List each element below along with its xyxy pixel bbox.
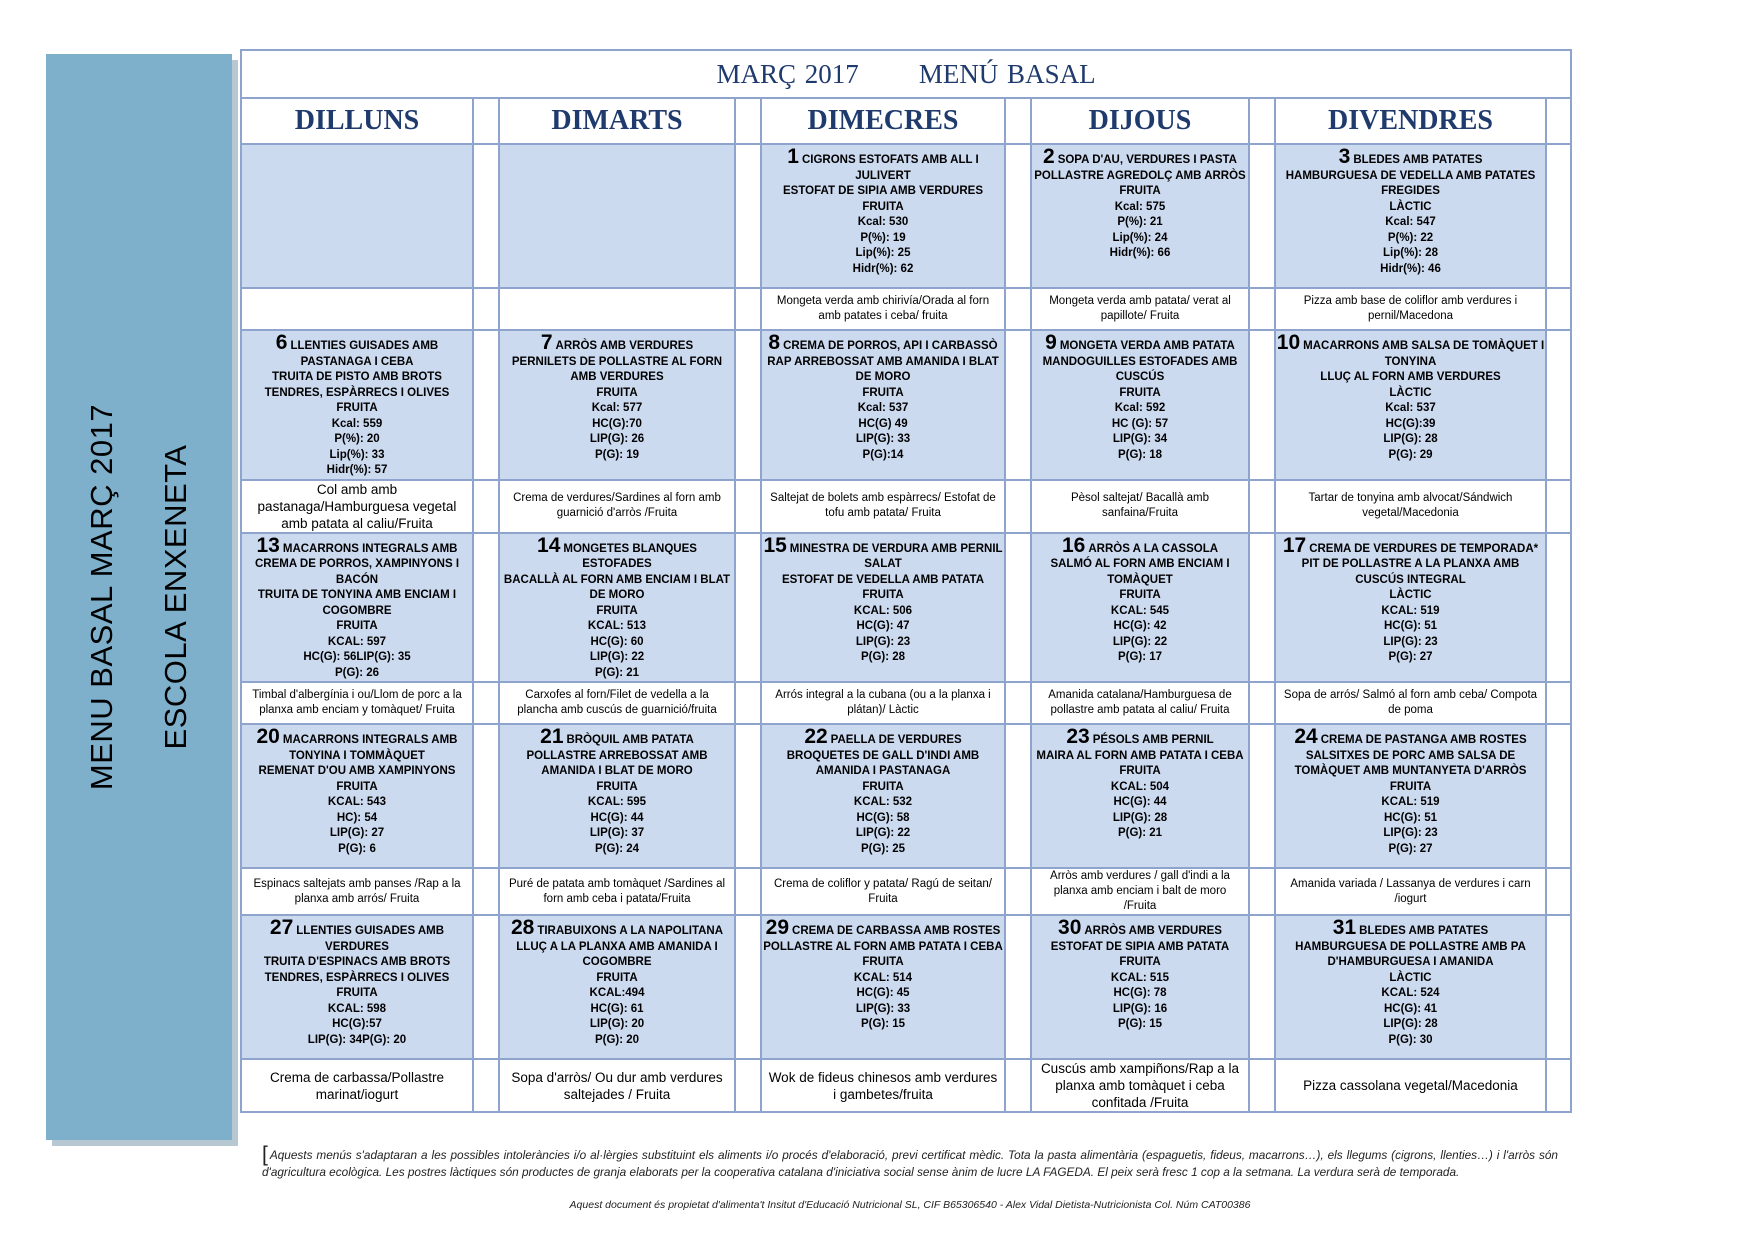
dish-first: ARRÒS AMB VERDURES	[555, 340, 694, 352]
day-cell	[1031, 533, 1249, 683]
menu-line: Kcal: 559	[331, 417, 383, 430]
footnote-text: Aquests menús s'adaptaran a les possibles intoleràncies i/o al·lèrgies substituint els aliments i/o procés d'elaboració, previ certificat mèdic. Tota la pasta alimentària (espaguetis, fideus, macarrons…), els llegums (cigrons, llenties…) i l'arròs són d'agricultura ecològica. Les postres làctiques són productes de granja elaborats per la cooperativa catalana d'iniciativa social sense ànim de lucre LA FAGEDA. El peix serà fresc 1 cop a la setmana. La verdura serà de temporada.	[262, 1148, 1558, 1179]
day-number: 28	[510, 916, 535, 939]
menu-line: Kcal: 575	[1114, 200, 1166, 213]
menu-line: LIP(G): 16	[1112, 1002, 1168, 1015]
menu-line: HC(G) 49	[858, 417, 908, 430]
menu-line: POLLASTRE ARREBOSSAT AMB AMANIDA I BLAT DE MORO	[526, 749, 708, 777]
day-cell	[1031, 915, 1249, 1059]
dish-first: ARRÒS A LA CASSOLA	[1088, 542, 1219, 555]
day-cell	[499, 330, 735, 480]
sidebar-title-line1: MENU BASAL MARÇ 2017	[84, 403, 119, 791]
day-cell-empty	[499, 144, 735, 288]
menu-line: LLUÇ A LA PLANXA AMB AMANIDA I COGOMBRE	[516, 940, 718, 968]
menu-line: HC(G): 58	[856, 811, 910, 824]
week-row	[241, 533, 1571, 683]
menu-line: FRUITA	[596, 386, 638, 399]
menu-line: P(G): 27	[1388, 842, 1433, 855]
menu-line: HC(G): 41	[1383, 1002, 1438, 1015]
menu-line: FRUITA	[1119, 956, 1161, 968]
menu-line: P(G): 27	[1388, 651, 1433, 663]
day-first-line	[1276, 533, 1545, 558]
menu-line: TRUITA D'ESPINACS AMB BROTS TENDRES, ESPÀRRECS I OLIVES	[263, 956, 451, 984]
day-first-line	[1032, 145, 1248, 169]
menu-line: TONYINA	[1384, 355, 1437, 368]
alternative-menu: Amanida catalana/Hamburguesa de pollastre amb patata al caliu/ Fruita	[1031, 682, 1249, 724]
day-number: 21	[540, 725, 564, 748]
menu-line: LIP(G): 22	[1112, 635, 1168, 648]
menu-line: P(G): 29	[1388, 448, 1433, 461]
menu-line: LIP(G): 23	[855, 635, 911, 648]
day-number: 3	[1338, 145, 1351, 168]
day-first-line	[1032, 533, 1248, 558]
day-cell	[1031, 330, 1249, 480]
dish-first: SOPA D'AU, VERDURES I PASTA	[1057, 154, 1237, 166]
menu-line: P(G): 17	[1117, 651, 1163, 663]
day-number: 8	[768, 331, 781, 354]
day-first-line	[500, 725, 734, 749]
menu-line: HC(G):57	[332, 1018, 382, 1030]
menu-line: KCAL: 545	[1110, 604, 1170, 617]
menu-line: HC(G): 78	[1113, 987, 1167, 999]
day-number: 29	[765, 916, 790, 939]
menu-line: TRUITA DE PISTO AMB BROTS TENDRES, ESPÀRRECS I OLIVES	[264, 371, 450, 399]
menu-line: POLLASTRE AGREDOLÇ AMB ARRÒS	[1034, 169, 1246, 182]
menu-line: P(G): 25	[860, 842, 906, 855]
menu-line: FRUITA	[1119, 185, 1161, 197]
menu-line: FRUITA	[336, 620, 378, 632]
menu-line: P(G): 21	[594, 666, 640, 679]
sidebar-title-line2: ESCOLA ENXENETA	[158, 444, 193, 750]
menu-line: FRUITA	[1119, 386, 1161, 399]
day-number: 16	[1061, 533, 1086, 557]
menu-line: Lip(%): 24	[1112, 231, 1168, 244]
menu-line: TRUITA DE TONYINA AMB ENCIAM I COGOMBRE	[257, 589, 457, 617]
menu-line: KCAL: 515	[1110, 971, 1170, 984]
menu-line: P(G): 18	[1117, 448, 1163, 461]
week-row	[241, 915, 1571, 1059]
dish-first: LLENTIES GUISADES AMB	[290, 340, 439, 352]
dish-first: MACARRONS INTEGRALS AMB	[282, 734, 458, 746]
day-first-line	[500, 916, 734, 940]
alternative-menu: Crema de carbassa/Pollastre marinat/iogurt	[241, 1059, 473, 1112]
menu-line: Lip(%): 25	[855, 247, 911, 259]
menu-line: LIP(G): 28	[1112, 811, 1168, 824]
menu-line: P(G): 20	[594, 1033, 640, 1046]
dish-first: BLEDES AMB PATATES	[1353, 154, 1483, 166]
menu-line: Hidr(%): 57	[326, 464, 388, 476]
menu-line: ESTOFADES	[582, 558, 652, 570]
menu-line: LIP(G): 28	[1383, 1018, 1438, 1030]
dish-first: CREMA DE CARBASSA AMB ROSTES	[792, 925, 1001, 937]
day-first-line	[1276, 331, 1545, 355]
menu-line: LÀCTIC	[1389, 386, 1432, 399]
menu-line: SALSITXES DE PORC AMB SALSA DE TOMÀQUET AMB MUNTANYETA D'ARRÒS	[1294, 749, 1527, 777]
day-number: 15	[763, 533, 787, 557]
menu-line: KCAL:494	[589, 987, 645, 999]
alternative-menu: Crema de coliflor y patata/ Ragú de seitan/ Fruita	[761, 868, 1005, 915]
day-cell	[1031, 144, 1249, 288]
day-number: 1	[787, 145, 799, 168]
alternative-row	[241, 1059, 1571, 1112]
menu-line: KCAL: 595	[587, 796, 647, 808]
day-first-line	[500, 533, 734, 558]
menu-line: LIP(G): 34	[1112, 433, 1168, 445]
menu-line: FRUITA	[862, 200, 904, 213]
menu-line: HC(G): 56LIP(G): 35	[303, 651, 411, 663]
day-number: 27	[269, 916, 294, 939]
menu-line: Hidr(%): 46	[1380, 262, 1441, 275]
menu-line: P(G): 24	[594, 842, 640, 855]
day-cell	[499, 724, 735, 868]
page-title	[241, 50, 1571, 98]
menu-line: KCAL: 597	[327, 635, 387, 648]
menu-line: BACALLÀ AL FORN AMB ENCIAM I BLAT DE MORO	[503, 573, 731, 601]
day-number: 31	[1332, 916, 1357, 939]
day-first-line	[1032, 916, 1248, 940]
menu-line: FRUITA	[596, 971, 638, 984]
menu-line: FRUITA	[862, 589, 904, 601]
alternative-menu	[241, 288, 473, 330]
week-row	[241, 724, 1571, 868]
day-cell	[1275, 533, 1546, 683]
day-cell	[241, 330, 473, 480]
menu-line: MANDOGUILLES ESTOFADES AMB CUSCÚS	[1042, 355, 1238, 383]
menu-line: P(G): 28	[860, 651, 906, 663]
menu-line: KCAL: 519	[1381, 604, 1440, 617]
menu-line: P(%): 22	[1387, 231, 1434, 244]
day-first-line	[1032, 331, 1248, 355]
day-first-line	[762, 533, 1004, 558]
alternative-menu: Cuscús amb xampiñons/Rap a la planxa amb tomàquet i ceba confitada /Fruita	[1031, 1059, 1249, 1112]
menu-line: LIP(G): 37	[589, 827, 645, 839]
menu-line: LIP(G): 20	[589, 1018, 645, 1030]
day-number: 23	[1066, 725, 1090, 748]
menu-line: P(G):14	[862, 448, 904, 461]
day-header-tue: DIMARTS	[499, 98, 735, 144]
menu-line: HAMBURGUESA DE VEDELLA AMB PATATES	[1285, 169, 1536, 182]
menu-line: FRUITA	[596, 604, 638, 617]
dish-first: BLEDES AMB PATATES	[1359, 925, 1489, 937]
day-number: 9	[1045, 331, 1057, 354]
day-first-line	[762, 916, 1004, 940]
day-cell	[499, 533, 735, 683]
day-number: 13	[256, 533, 280, 557]
day-first-line	[762, 145, 1004, 169]
menu-line: PERNILETS DE POLLASTRE AL FORN AMB VERDURES	[511, 355, 723, 383]
menu-line: FRUITA	[596, 780, 638, 793]
menu-line: P(%): 20	[334, 433, 380, 445]
day-cell	[1275, 144, 1546, 288]
dish-first: MONGETA VERDA AMB PATATA	[1059, 340, 1235, 352]
alternative-menu: Arrós integral a la cubana (ou a la planxa i plátan)/ Làctic	[761, 682, 1005, 724]
menu-line: P(G): 21	[1117, 827, 1163, 839]
day-number: 24	[1294, 725, 1318, 748]
dish-first: CIGRONS ESTOFATS AMB ALL I	[801, 154, 979, 166]
day-cell	[241, 533, 473, 683]
day-number: 20	[256, 725, 280, 748]
menu-line: FRUITA	[1119, 765, 1161, 777]
menu-line: Kcal: 547	[1385, 216, 1436, 228]
menu-line: FRUITA	[336, 780, 378, 793]
menu-line: RAP ARREBOSSAT AMB AMANIDA I BLAT DE MORO	[767, 355, 999, 383]
day-cell-empty	[241, 144, 473, 288]
menu-line: CREMA DE PORROS, XAMPINYONS I BACÓN	[254, 558, 460, 586]
menu-line: KCAL: 514	[853, 971, 913, 984]
menu-line: HAMBURGUESA DE POLLASTRE AMB PA D'HAMBURGUESA I AMANIDA	[1295, 940, 1526, 968]
menu-table	[240, 49, 1572, 1113]
menu-line: TONYINA I TOMMÀQUET	[289, 749, 425, 762]
alternative-menu: Col amb amb pastanaga/Hamburguesa vegetal amb patata al caliu/Fruita	[241, 480, 473, 533]
alternative-menu: Puré de patata amb tomàquet /Sardines al forn amb ceba i patata/Fruita	[499, 868, 735, 915]
day-first-line	[1276, 725, 1545, 749]
menu-line: LIP(G): 23	[1383, 827, 1438, 839]
menu-line: ESTOFAT DE SIPIA AMB VERDURES	[783, 185, 983, 197]
ownership-note: Aquest document és propietat d'alimenta't Insitut d'Educació Nutricional SL, CIF B65306540 - Alex Vidal Dietista-Nutricionista Col. Núm CAT00386	[569, 1199, 1251, 1211]
day-number: 14	[537, 533, 561, 557]
menu-line: FRUITA	[1389, 780, 1432, 793]
menu-line: KCAL: 506	[853, 604, 913, 617]
alternative-menu: Carxofes al forn/Filet de vedella a la plancha amb cuscús de guarnició/fruita	[499, 682, 735, 724]
day-cell	[761, 533, 1005, 683]
menu-line: Lip(%): 28	[1383, 247, 1438, 259]
menu-line: FRUITA	[1119, 589, 1161, 601]
day-first-line	[242, 331, 472, 355]
alternative-row	[241, 288, 1571, 330]
menu-line: VERDURES	[325, 940, 389, 953]
sidebar-banner	[46, 54, 232, 1140]
day-number: 6	[275, 331, 288, 354]
day-cell	[1275, 724, 1546, 868]
menu-line: POLLASTRE AL FORN AMB PATATA I CEBA	[763, 940, 1003, 953]
menu-line: KCAL: 513	[587, 620, 647, 632]
menu-line: KCAL: 524	[1381, 987, 1440, 999]
menu-line: Hidr(%): 66	[1109, 247, 1171, 259]
menu-line: LIP(G): 33	[855, 433, 911, 445]
dish-first: CREMA DE VERDURES DE TEMPORADA*	[1309, 542, 1539, 555]
alternative-menu: Sopa d'arròs/ Ou dur amb verdures saltejades / Fruita	[499, 1059, 735, 1112]
alternative-menu: Tartar de tonyina amb alvocat/Sándwich vegetal/Macedonia	[1275, 480, 1546, 533]
alternative-menu: Pizza cassolana vegetal/Macedonia	[1275, 1059, 1546, 1112]
day-cell	[241, 915, 473, 1059]
dish-first: MINESTRA DE VERDURA AMB PERNIL	[789, 542, 1003, 555]
day-cell	[761, 724, 1005, 868]
menu-line: HC(G): 47	[856, 620, 910, 632]
menu-line: P(G): 15	[1117, 1018, 1163, 1030]
menu-line: LIP(G): 23	[1383, 635, 1438, 648]
dish-first: CREMA DE PORROS, API I CARBASSÒ	[783, 340, 998, 352]
alternative-menu: Mongeta verda amb patata/ verat al papillote/ Fruita	[1031, 288, 1249, 330]
menu-line: Kcal: 530	[857, 216, 909, 228]
alternative-menu: Wok de fideus chinesos amb verdures i gambetes/fruita	[761, 1059, 1005, 1112]
alternative-menu: Espinacs saltejats amb panses /Rap a la planxa amb arrós/ Fruita	[241, 868, 473, 915]
menu-line: FREGIDES	[1381, 185, 1440, 197]
menu-line: P(G): 6	[338, 842, 376, 855]
menu-line: LIP(G): 28	[1383, 433, 1438, 445]
menu-line: FRUITA	[862, 956, 904, 968]
menu-line: LIP(G): 34P(G): 20	[307, 1033, 407, 1046]
menu-line: LIP(G): 22	[855, 827, 911, 839]
day-cell	[1275, 915, 1546, 1059]
menu-line: LIP(G): 27	[329, 827, 385, 839]
menu-line: KCAL: 598	[327, 1002, 387, 1015]
title-row	[241, 50, 1571, 98]
menu-line: ESTOFAT DE SIPIA AMB PATATA	[1050, 940, 1230, 953]
alternative-menu: Timbal d'albergínia i ou/Llom de porc a la planxa amb enciam y tomàquet/ Fruita	[241, 682, 473, 724]
menu-line: HC(G): 44	[1113, 796, 1167, 808]
day-number: 7	[540, 331, 553, 354]
menu-line: ESTOFAT DE VEDELLA AMB PATATA	[781, 573, 985, 586]
day-first-line	[762, 331, 1004, 355]
day-first-line	[242, 916, 472, 940]
day-first-line	[242, 533, 472, 558]
menu-line: BROQUETES DE GALL D'INDI AMB AMANIDA I PASTANAGA	[786, 749, 980, 777]
menu-line: HC(G): 42	[1113, 620, 1167, 632]
alternative-menu: Amanida variada / Lassanya de verdures i carn /iogurt	[1275, 868, 1546, 915]
day-number: 22	[804, 725, 828, 748]
menu-line: Kcal: 537	[857, 402, 909, 414]
dish-first: ARRÒS AMB VERDURES	[1084, 925, 1222, 937]
dish-first: MONGETES BLANQUES	[563, 542, 697, 555]
menu-line: P(G): 26	[334, 666, 380, 679]
menu-line: SALAT	[864, 558, 902, 570]
menu-line: KCAL: 504	[1110, 780, 1170, 793]
day-first-line	[500, 331, 734, 355]
alternative-row	[241, 682, 1571, 724]
day-cell	[761, 144, 1005, 288]
menu-line: HC(G): 44	[590, 811, 644, 824]
menu-line: HC(G): 61	[590, 1002, 644, 1015]
menu-line: PASTANAGA I CEBA	[300, 355, 414, 368]
day-cell	[241, 724, 473, 868]
dish-first: MACARRONS AMB SALSA DE TOMÀQUET I	[1303, 340, 1545, 352]
day-header-thu: DIJOUS	[1031, 98, 1249, 144]
menu-line: HC(G): 51	[1383, 620, 1438, 632]
menu-line: LLUÇ AL FORN AMB VERDURES	[1320, 371, 1501, 383]
day-number: 2	[1043, 145, 1055, 168]
alternative-row	[241, 480, 1571, 533]
dish-first: PAELLA DE VERDURES	[830, 734, 962, 746]
menu-line: MAIRA AL FORN AMB PATATA I CEBA	[1036, 749, 1244, 762]
menu-line: P(G): 19	[594, 448, 640, 461]
title-menu: MENÚ BASAL	[918, 58, 1096, 89]
menu-line: Kcal: 577	[591, 402, 643, 414]
day-first-line	[762, 725, 1004, 749]
title-month: MARÇ 2017	[716, 58, 859, 89]
alternative-menu: Sopa de arrós/ Salmó al forn amb ceba/ Compota de poma	[1275, 682, 1546, 724]
day-header-fri: DIVENDRES	[1275, 98, 1546, 144]
menu-line: P(G): 30	[1388, 1033, 1433, 1046]
menu-line: HC(G): 60	[590, 635, 644, 648]
menu-line: SALMÓ AL FORN AMB ENCIAM I TOMÀQUET	[1050, 558, 1230, 586]
day-cell	[761, 330, 1005, 480]
day-number: 30	[1058, 916, 1082, 939]
day-number: 10	[1276, 331, 1301, 354]
menu-line: HC(G): 51	[1383, 811, 1438, 824]
menu-line: HC(G):39	[1385, 417, 1436, 430]
menu-line: LIP(G): 33	[855, 1002, 911, 1015]
day-cell	[499, 915, 735, 1059]
menu-line: P(G): 15	[860, 1018, 906, 1030]
menu-line: FRUITA	[862, 780, 904, 793]
dish-first: TIRABUIXONS A LA NAPOLITANA	[537, 925, 724, 937]
alternative-menu: Pèsol saltejat/ Bacallà amb sanfaina/Fruita	[1031, 480, 1249, 533]
menu-line: JULIVERT	[855, 169, 911, 182]
dish-first: PÉSOLS AMB PERNIL	[1092, 734, 1214, 746]
day-number: 17	[1282, 533, 1307, 557]
day-cell	[1031, 724, 1249, 868]
menu-line: FRUITA	[862, 386, 904, 399]
day-header-mon: DILLUNS	[241, 98, 473, 144]
menu-line: Kcal: 537	[1385, 402, 1436, 414]
day-first-line	[1276, 145, 1545, 169]
menu-line: HC(G): 45	[856, 987, 910, 999]
menu-line: LÀCTIC	[1389, 971, 1432, 984]
day-first-line	[1276, 916, 1545, 940]
menu-line: LIP(G): 22	[589, 651, 645, 663]
dish-first: CREMA DE PASTANGA AMB ROSTES	[1320, 734, 1527, 746]
menu-line: HC(G):70	[592, 417, 642, 430]
week-row	[241, 144, 1571, 288]
alternative-menu: Crema de verdures/Sardines al forn amb guarnició d'arròs /Fruita	[499, 480, 735, 533]
menu-line: FRUITA	[336, 402, 378, 414]
day-header-wed: DIMECRES	[761, 98, 1005, 144]
sidebar-title	[65, 404, 213, 790]
dish-first: MACARRONS INTEGRALS AMB	[282, 542, 458, 555]
menu-line: P(%): 19	[860, 231, 906, 244]
menu-line: KCAL: 519	[1381, 796, 1440, 808]
footnote: [ Aquests menús s'adaptaran a les possibles intoleràncies i/o al·lèrgies substituint els aliments i/o procés d'elaboració, previ certificat mèdic. Tota la pasta alimentària (espaguetis, fideus, macarrons…), els llegums (cigrons, llenties…) i l'arròs són d'agricultura ecològica. Les postres làctiques són productes de granja elaborats per la cooperativa catalana d'iniciativa social sense ànim de lucre LA FAGEDA. El peix serà fresc 1 cop a la setmana. La verdura serà de temporada.	[262, 1143, 1558, 1179]
menu-line: KCAL: 532	[853, 796, 913, 808]
day-first-line	[1032, 725, 1248, 749]
menu-line: PIT DE POLLASTRE A LA PLANXA AMB CUSCÚS INTEGRAL	[1301, 558, 1520, 586]
alternative-menu: Arròs amb verdures / gall d'indi a la planxa amb enciam i balt de moro /Fruita	[1031, 868, 1249, 915]
dish-first: BRÒQUIL AMB PATATA	[566, 734, 694, 746]
day-cell	[1275, 330, 1546, 480]
menu-line: LIP(G): 26	[589, 433, 645, 445]
menu-line: KCAL: 543	[327, 796, 387, 808]
alternative-menu	[499, 288, 735, 330]
alternative-row	[241, 868, 1571, 915]
menu-line: HC): 54	[336, 811, 378, 824]
day-cell	[761, 915, 1005, 1059]
dish-first: LLENTIES GUISADES AMB	[296, 925, 445, 937]
menu-line: Lip(%): 33	[329, 448, 385, 461]
alternative-menu: Saltejat de bolets amb espàrrecs/ Estofat de tofu amb patata/ Fruita	[761, 480, 1005, 533]
day-first-line	[242, 725, 472, 749]
alternative-menu: Pizza amb base de coliflor amb verdures i pernil/Macedona	[1275, 288, 1546, 330]
menu-line: HC (G): 57	[1111, 417, 1169, 430]
menu-line: LÀCTIC	[1389, 200, 1432, 213]
menu-line: Hidr(%): 62	[852, 262, 914, 275]
day-header-row	[241, 98, 1571, 144]
menu-line: P(%): 21	[1117, 216, 1163, 228]
week-row	[241, 330, 1571, 480]
menu-line: FRUITA	[336, 987, 378, 999]
alternative-menu: Mongeta verda amb chirivía/Orada al forn amb patates i ceba/ fruita	[761, 288, 1005, 330]
menu-line: REMENAT D'OU AMB XAMPINYONS	[258, 765, 456, 777]
menu-line: Kcal: 592	[1114, 402, 1166, 414]
menu-line: LÀCTIC	[1389, 589, 1432, 601]
